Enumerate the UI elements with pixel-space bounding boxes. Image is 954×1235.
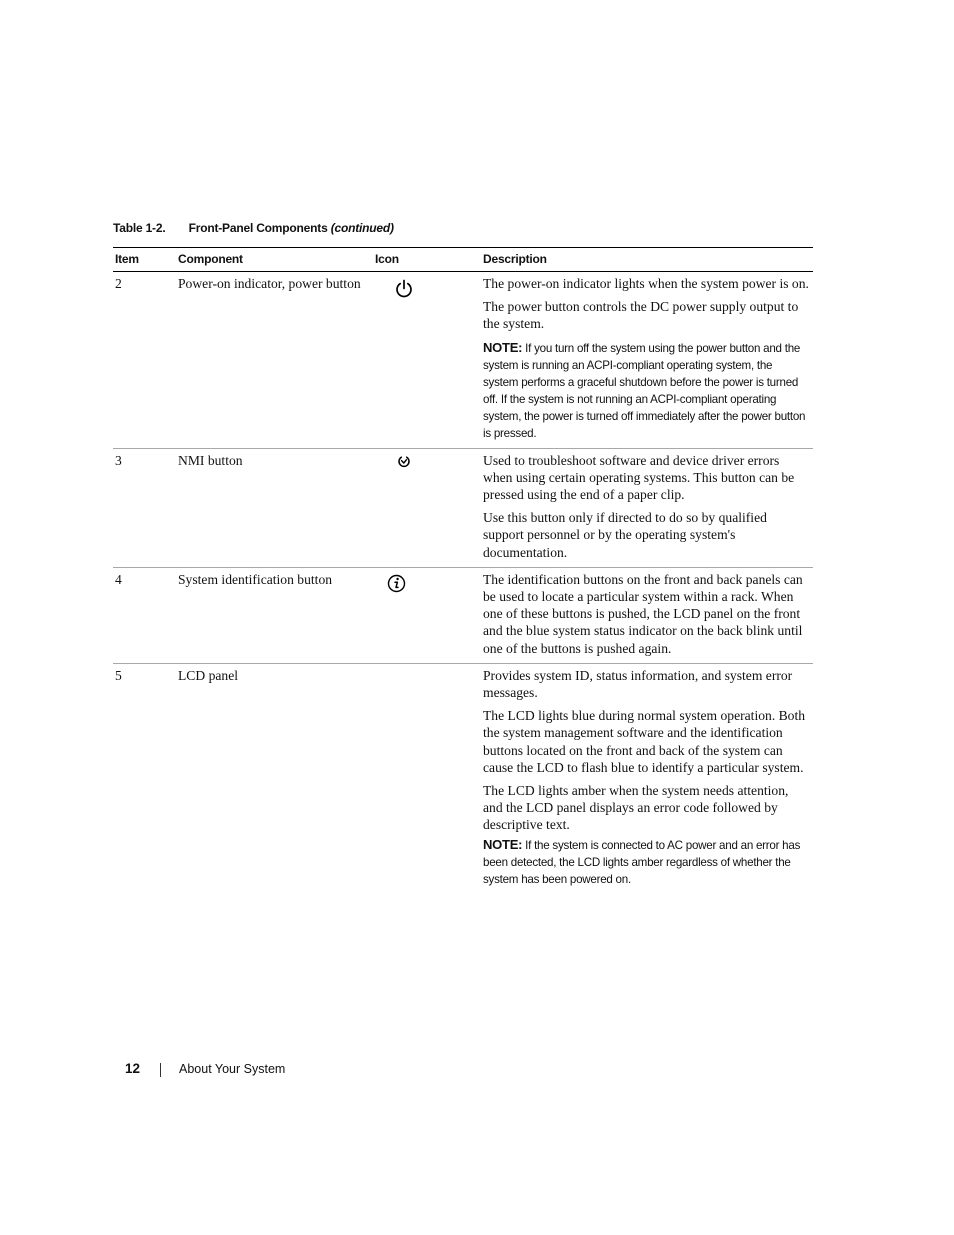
note-text: If the system is connected to AC power and an error has been detected, the LCD lights amber regardless of whether the system has been powered on.: [483, 838, 801, 886]
item-number: 4: [113, 567, 178, 663]
note: [483, 339, 809, 442]
note-text: If you turn off the system using the power button and the system is running an ACPI-compliant operating system, the system performs a graceful shutdown before the power is turned off. If the system is not running an ACPI-compliant operating system, the power is turned off immediately after the power button is pressed.: [483, 341, 806, 440]
table-row: [113, 567, 813, 663]
table-row: [113, 448, 813, 567]
header-component: Component: [178, 248, 375, 272]
icon-cell: [375, 567, 483, 663]
note: [483, 836, 809, 888]
icon-cell: [375, 272, 483, 449]
description-text: The LCD lights blue during normal system operation. Both the system management software and the identification buttons located on the front and back of the system can cause the LCD to flash blue to identify a particular system.: [483, 708, 806, 775]
header-description: Description: [483, 248, 813, 272]
description-text: Used to troubleshoot software and device driver errors when using certain operating systems. This button can be pressed using the end of a paper clip.: [483, 452, 795, 503]
table-row: [113, 663, 813, 893]
table-number: Table 1-2.: [113, 221, 166, 235]
power-icon: [394, 279, 414, 303]
component-name: LCD panel: [178, 667, 239, 683]
header-item: Item: [113, 248, 178, 272]
description-text: The power-on indicator lights when the system power is on.: [483, 276, 809, 291]
table-title: Front-Panel Components: [188, 221, 328, 235]
item-number: 2: [113, 272, 178, 449]
nmi-icon: [397, 454, 411, 472]
note-label: NOTE:: [483, 339, 523, 355]
info-icon: [387, 574, 406, 597]
description-text: The identification buttons on the front and back panels can be used to locate a particular system within a rack. When one of these buttons is pushed, the LCD panel on the front and the blue system status indicator on the back blink until one of the buttons is pushed again.: [483, 571, 803, 656]
description-text: Provides system ID, status information, and system error messages.: [483, 667, 793, 701]
component-name: Power-on indicator, power button: [178, 272, 375, 449]
table-caption: [113, 221, 394, 235]
table-row: [113, 272, 813, 449]
header-icon: Icon: [375, 248, 483, 272]
description-cell: [483, 567, 813, 663]
front-panel-components-table: [113, 247, 813, 894]
note-label: NOTE:: [483, 836, 523, 852]
page-number: 12: [125, 1061, 141, 1076]
icon-cell: [375, 663, 483, 893]
footer-divider: [160, 1063, 161, 1077]
item-number: 3: [113, 448, 178, 567]
component-name: NMI button: [178, 448, 375, 567]
table-continued: (continued): [330, 221, 394, 235]
description-text: The LCD lights amber when the system needs attention, and the LCD panel displays an error code followed by descriptive text.: [483, 783, 789, 833]
description-text: The power button controls the DC power supply output to the system.: [483, 299, 799, 332]
description-text: Use this button only if directed to do so by qualified support personnel or by the operating system's documentation.: [483, 510, 767, 560]
description-cell: [483, 272, 813, 449]
table-header-row: [113, 248, 813, 272]
item-number: 5: [115, 667, 122, 683]
description-cell: [483, 448, 813, 567]
description-cell: [483, 663, 813, 893]
section-title: About Your System: [179, 1062, 286, 1076]
page-footer: [125, 1061, 286, 1076]
component-name: System identification button: [178, 567, 375, 663]
icon-cell: [375, 448, 483, 567]
